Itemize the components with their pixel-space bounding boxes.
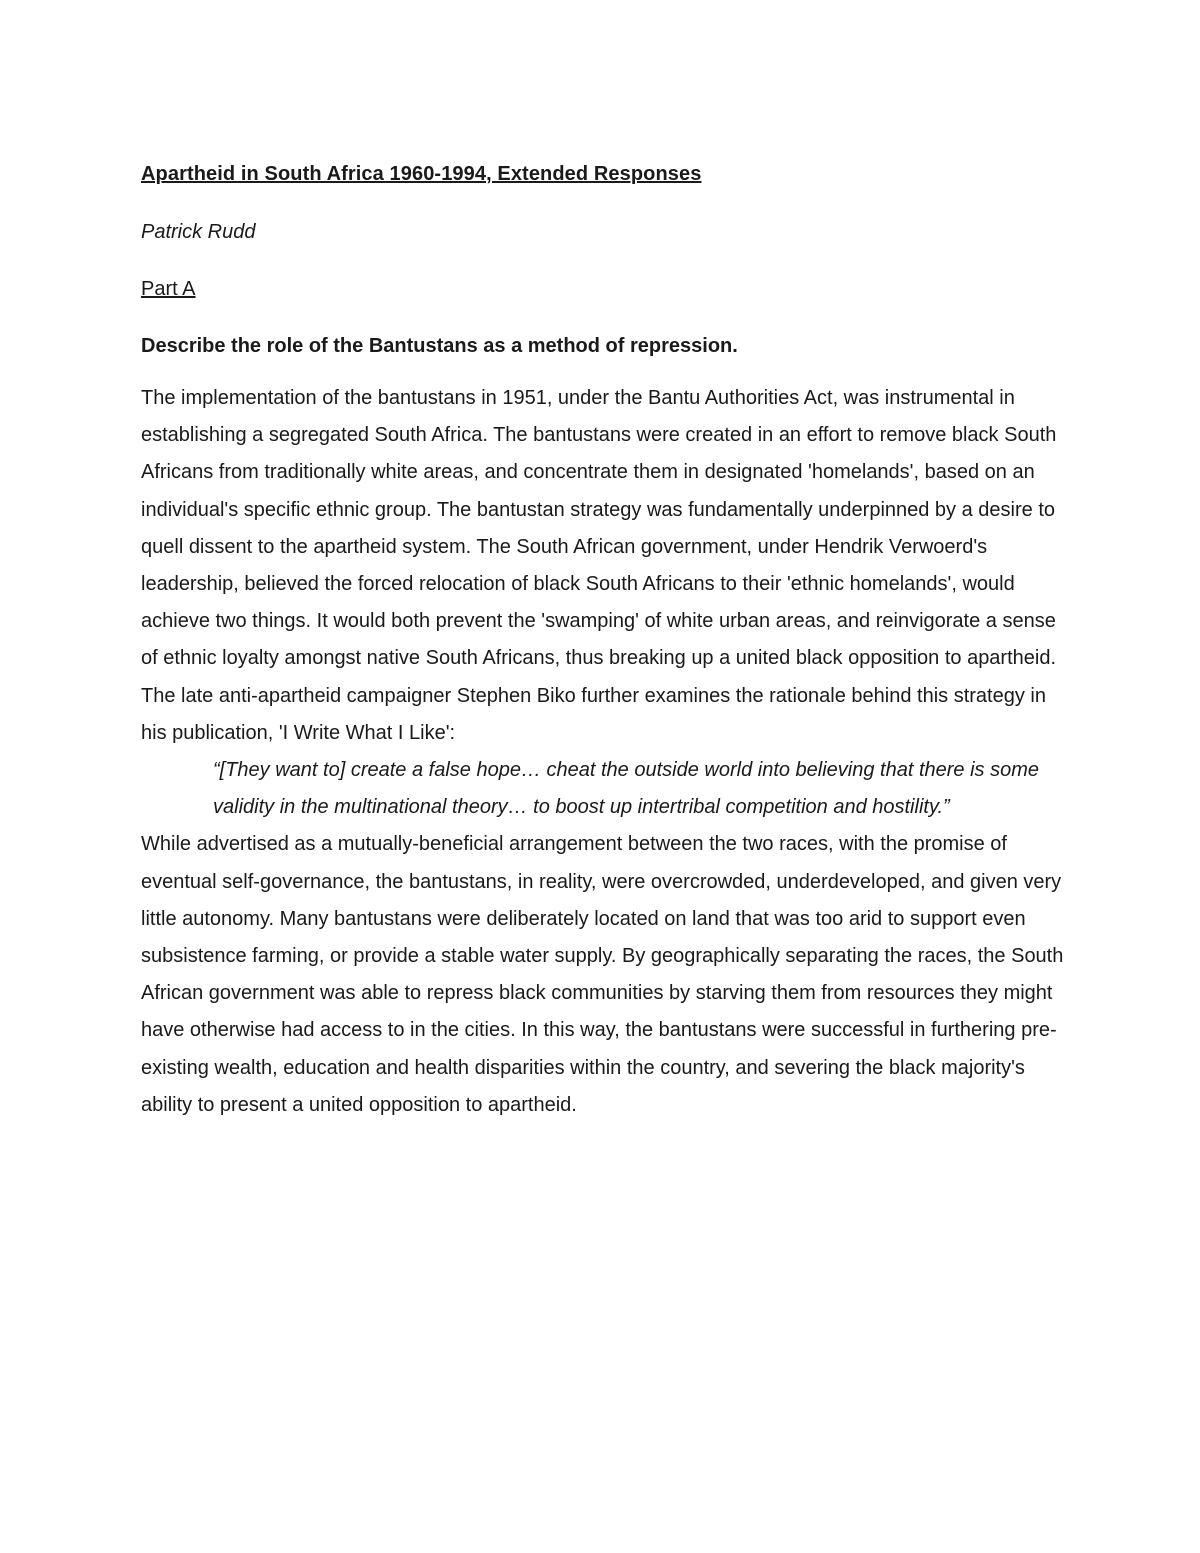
part-heading: Part A (141, 278, 196, 300)
document-title: Apartheid in South Africa 1960-1994, Extended Responses (141, 163, 702, 185)
author-name: Patrick Rudd (141, 221, 256, 243)
body-paragraph-1: The implementation of the bantustans in 1951, under the Bantu Authorities Act, was instrumental in establishing a segregated South Africa. The bantustans were created in an effort to remove black South Africans from traditionally white areas, and concentrate them in designated 'homelands', based on an individual's specific ethnic group. The bantustan strategy was fundamentally underpinned by a desire to quell dissent to the apartheid system. The South African government, under Hendrik Verwoerd's leadership, believed the forced relocation of black South Africans to their 'ethnic homelands', would achieve two things. It would both prevent the 'swamping' of white urban areas, and reinvigorate a sense of ethnic loyalty amongst native South Africans, thus breaking up a united black opposition to apartheid. The late anti-apartheid campaigner Stephen Biko further examines the rationale behind this strategy in his publication, 'I Write What I Like': (141, 387, 1057, 744)
block-quote: “[They want to] create a false hope… cheat the outside world into believing that there is some validity in the multinational theory… to boost up intertribal competition and hostility.” (213, 759, 1040, 819)
body-paragraph-2: While advertised as a mutually-beneficial arrangement between the two races, with the promise of eventual self-governance, the bantustans, in reality, were overcrowded, underdeveloped, and given very little autonomy. Many bantustans were deliberately located on land that was too arid to support even subsistence farming, or provide a stable water supply. By geographically separating the races, the South African government was able to repress black communities by starving them from resources they might have otherwise had access to in the cities. In this way, the bantustans were successful in furthering pre-existing wealth, education and health disparities within the country, and severing the black majority's ability to present a united opposition to apartheid. (141, 833, 1064, 1116)
question-heading: Describe the role of the Bantustans as a method of repression. (141, 335, 738, 357)
document-body (141, 160, 1066, 1124)
